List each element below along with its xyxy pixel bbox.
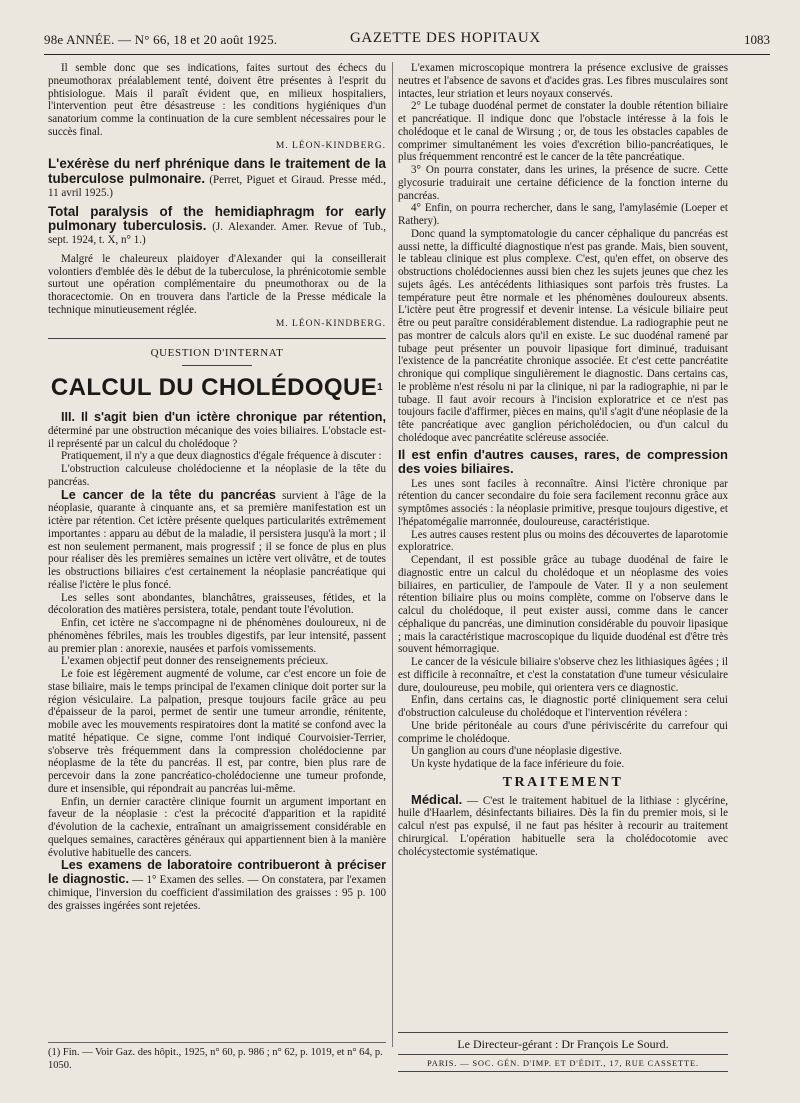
paragraph: Le cancer de la vésicule biliaire s'observe chez les lithiasiques âgées ; il est difficile à reconnaître, et c'est la constatation d'une tumeur vésiculaire dure, douloureuse, peu mobile, qui orientera vers ce diagnostic. xyxy=(398,656,728,694)
paragraph: Malgré le chaleureux plaidoyer d'Alexander qui la conseillerait volontiers d'emblée dès le début de la tuberculose, la phrénicotomie semble surtout une opération complémentaire du pneumothorax ou de la thoracectomie. On en trouvera dans l'article de la Presse médicale la technique minutieusement réglée. xyxy=(48,252,386,316)
paragraph-text: — 1° Examen des selles. — On constatera, par l'examen chimique, l'inversion du coefficient d'assimilation des graisses : 95 p. 100 des graisses ingérées sont rejetées. xyxy=(48,874,386,912)
issue-info: 98e ANNÉE. — N° 66, 18 et 20 août 1925. xyxy=(44,32,278,47)
paragraph xyxy=(398,791,728,859)
header-rule xyxy=(44,54,770,55)
paragraph xyxy=(48,489,386,592)
paragraph: 2° Le tubage duodénal permet de constater la double rétention biliaire et pancréatique. Il indique donc que l'obstacle intéresse à la fois le cholédoque et le canal de Wirsung ; or, de tous les obstacles capables de comprimer simultanément les voies d'excrétion bilio-pancréatiques, le plus fréquemment rencontré est le cancer de la tête pancréatique. xyxy=(398,100,728,164)
paragraph-text: survient à l'âge de la néoplasie, quarante à cinquante ans, et sa première manifestation est un ictère par rétention. Cet ictère présente quelques particularités extrêmement importantes : apparu au début de la maladie, il persistera jusqu'à la mort ; il est non seulement permanent, mais progressif ; il se fonce de plus en plus pour réaliser dès les premières semaines un ictère vert olivâtre, et de toutes les obstructions biliaires c'est certainement la néoplasie pancréatique qui réalise l'ictère le plus foncé. xyxy=(48,489,387,591)
paragraph: Enfin, dans certains cas, le diagnostic porté cliniquement sera celui d'obstruction calculeuse du cholédoque et l'intervention révélera : xyxy=(398,694,728,720)
article-title-text: Total paralysis of the hemidiaphragm for early pulmonary tuberculosis. xyxy=(48,203,386,234)
lead-in: Médical. xyxy=(411,791,463,807)
section-label: QUESTION D'INTERNAT xyxy=(150,347,284,360)
section-divider xyxy=(182,365,252,366)
paragraph: Enfin, un dernier caractère clinique fournit un argument important en faveur de la néoplasie : c'est la précocité d'apparition et la rapidité d'évolution de la cachexie, entraînant un amaigrissement considérable en quelques semaines, caractères généraux qui appartiennent bien à la manière évolutive habituelle des cancers. xyxy=(48,795,386,859)
paragraph-text: déterminé par une obstruction mécanique des voies biliaires. L'obstacle est-il représenté par un calcul du cholédoque ? xyxy=(48,424,386,450)
paragraph-text: — C'est le traitement habituel de la lithiase : glycérine, huile d'Haarlem, désinfectants biliaires. Dès la fin du premier mois, si le calcul n'est pas expulsé, il ne faut pas hésiter à recourir au traitement chirurgical. L'opération habituelle sera la cholédocotomie avec cholécystectomie systématique. xyxy=(398,794,728,858)
paragraph: Le foie est légèrement augmenté de volume, car c'est encore un foie de stase biliaire, mais le temps principal de l'examen clinique doit porter sur la région vésiculaire. La palpation, presque toujours facile grâce au peu d'épaisseur de la paroi, permet de sentir une tumeur arrondie, rénitente, mobile avec les mouvements respiratoires dont la matité se confond avec la matité hépatique. Ce signe, comme l'ont indiqué Courvoisier-Terrier, s'observe très fréquemment dans la compression cholédocienne par néoplasme de la tête du pancréas. Il est, par contre, bien plus rare de percevoir dans la zone pancréatico-cholédocienne une tumeur profonde, dure et insensible, qui répondrait au pancréas lui-même. xyxy=(48,668,386,795)
lead-in: III. Il s'agit bien d'un ictère chronique par rétention, xyxy=(61,410,386,424)
paragraph: L'examen microscopique montrera la présence exclusive de graisses neutres et l'absence de savons et d'acides gras. Les fibres musculaires sont intactes, leur striation et leurs noyaux conservés. xyxy=(398,62,728,100)
paragraph: L'obstruction calculeuse cholédocienne et la néoplasie de la tête du pancréas. xyxy=(48,463,386,488)
right-column xyxy=(398,62,728,858)
lead-in: Le cancer de la tête du pancréas xyxy=(61,487,276,502)
article-title xyxy=(48,205,386,247)
article-title xyxy=(48,157,386,199)
journal-title: GAZETTE DES HOPITAUX xyxy=(350,30,541,46)
footnote-rule xyxy=(48,1042,386,1043)
paragraph: Enfin, cet ictère ne s'accompagne ni de phénomènes douloureux, ni de phénomènes fébriles, mais les troubles digestifs, par leur intensité, passent au premier plan : anorexie, nausées et parfois vomissements. xyxy=(48,617,386,655)
paragraph: Il semble donc que ses indications, faites surtout des échecs du pneumothorax préalablement tenté, doivent être présentes à l'esprit du phtisiologue. Mais il paraît évident que, en milieux hospitaliers, l'intervention peut être désastreuse : les conditions hygiéniques d'un sanatorium comme la continuation de la cure semblent nécessaires pour le succès final. xyxy=(48,62,386,138)
article-headline xyxy=(48,374,386,402)
director-line: Le Directeur-gérant : Dr François Le Sourd. xyxy=(457,1037,669,1051)
paragraph: Donc quand la symptomatologie du cancer céphalique du pancréas est aussi nette, la difficulté diagnostique n'est pas grande. Mais, bien souvent, le tableau clinique est plus complexe. C'est, qu'en effet, on observe des obstructions cholédociennes aussi bien chez les sujets jeunes que chez les sujets âgés. Les antécédents lithiasiques sont parfois très frustes. La température peut être normale et les phénomènes douloureux absents. L'ictère peut être progressif et devenir intense. La vésicule biliaire peut être ou peut paraître considérablement distendue. La radiographie peut ne pas montrer de calculs alors qu'il en existe. Le suc duodénal ramené par tubage peut présenter un pouvoir lipasique fort diminué, traduisant l'existence de la pancréatite chronique associée. Et c'est cette pancréatite chronique qui complique singulièrement le diagnostic. Dans certains cas, le problème n'est résolu ni par la clinique, ni par la radiographie, ni par le tubage. Il faut avoir recours à l'incision exploratrice et ce n'est pas toujours facile d'affirmer, pièces en mains, qu'il s'agit d'une néoplasie de la tête pancréatique avec ganglion péricholédocien, ou d'un calcul du cholédoque avec pancréatite scléreuse associée. xyxy=(398,227,728,444)
footnote: (1) Fin. — Voir Gaz. des hôpit., 1925, n° 60, p. 986 ; n° 62, p. 1019, et n° 64, p. 1050. xyxy=(48,1047,383,1071)
section-heading: Il est enfin d'autres causes, rares, de compression des voies biliaires. xyxy=(398,446,728,477)
page-header xyxy=(44,26,770,52)
imprint-rule xyxy=(398,1032,728,1033)
paragraph: Les selles sont abondantes, blanchâtres, graisseuses, fétides, et la décoloration des matières persistera, totale, pendant toute l'évolution. xyxy=(48,591,386,617)
paragraph: Les autres causes restent plus ou moins des découvertes de laparotomie exploratrice. xyxy=(398,528,728,554)
left-column xyxy=(48,62,386,912)
paragraph: Pratiquement, il n'y a que deux diagnostics d'égale fréquence à discuter : xyxy=(61,450,382,463)
article-reference: (J. Alexander. Amer. Revue of Tub., sept. 1924, t. X, n° 1.) xyxy=(48,221,386,246)
paragraph: L'examen objectif peut donner des renseignements précieux. xyxy=(61,655,329,668)
paragraph xyxy=(48,859,386,912)
headline-text: CALCUL DU CHOLÉDOQUE xyxy=(50,374,378,401)
article-reference: (Perret, Piguet et Giraud. Presse méd., 11 avril 1925.) xyxy=(48,174,387,199)
printer-imprint: PARIS. — SOC. GÉN. D'IMP. ET D'ÉDIT., 17, RUE CASSETTE. xyxy=(427,1058,699,1068)
paragraph: Un kyste hydatique de la face inférieure du foie. xyxy=(411,758,625,771)
imprint-rule xyxy=(398,1071,728,1072)
article-title-text: L'exérèse du nerf phrénique dans le traitement de la tuberculose pulmonaire. xyxy=(48,156,386,186)
paragraph: Un ganglion au cours d'une néoplasie digestive. xyxy=(411,745,622,758)
paragraph: Une bride péritonéale au cours d'une périviscérite du carrefour qui comprime le cholédoque. xyxy=(398,719,728,745)
author-signature: M. LÉON-KINDBERG. xyxy=(275,318,386,329)
section-divider xyxy=(48,338,386,339)
footnote-marker: 1 xyxy=(377,382,384,393)
page-number: 1083 xyxy=(744,32,770,47)
paragraph: Cependant, il est possible grâce au tubage duodénal de faire le diagnostic entre un calcul du cholédoque et un néoplasme des voies biliaires, en particulier, de l'ampoule de Vater. Il y a non seulement rétention biliaire plus ou moins complète, comme on l'observe dans le calcul du cholédoque, il peut exister aussi, comme dans le cancer céphalique du pancréas, une diminution considérable du pouvoir lipasique ; mais la caractéristique macroscopique du liquide duodénal est d'être très souvent hémorragique. xyxy=(398,554,728,656)
lead-in: Les examens de laboratoire contribueront à préciser le diagnostic. xyxy=(48,858,386,886)
author-signature: M. LÉON-KINDBERG. xyxy=(275,140,386,151)
paragraph xyxy=(48,411,386,450)
column-divider xyxy=(392,62,393,1047)
paragraph: 4° Enfin, on pourra rechercher, dans le sang, l'amylasémie (Loeper et Rathery). xyxy=(398,202,728,227)
paragraph: 3° On pourra constater, dans les urines, la présence de sucre. Cette glycosurie traduirait une certaine déficience de la fonction interne du pancréas. xyxy=(398,164,728,202)
imprint-rule xyxy=(398,1054,728,1055)
section-heading: TRAITEMENT xyxy=(502,774,624,790)
paragraph: Les unes sont faciles à reconnaître. Ainsi l'ictère chronique par rétention du cancer secondaire du foie sera facilement reconnu grâce aux symptômes associés : la néoplasie primitive, presque toujours digestive, et l'hépatomégalie marronnée, douloureuse, caractéristique. xyxy=(398,477,728,528)
